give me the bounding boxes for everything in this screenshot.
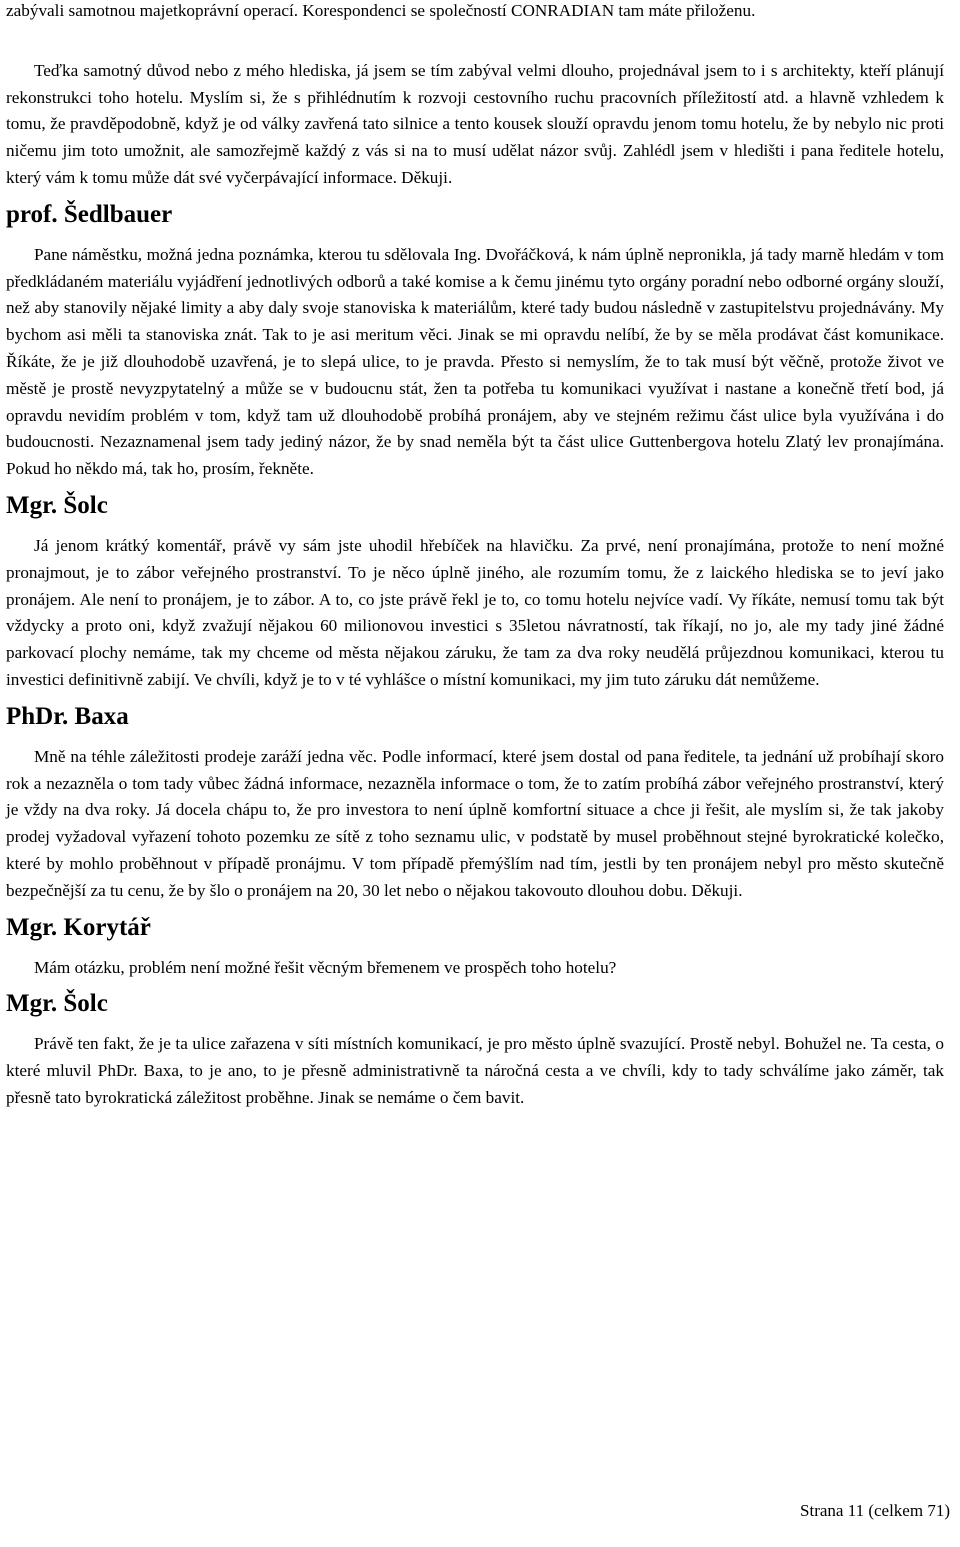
paragraph-solc-1: Já jenom krátký komentář, právě vy sám jste uhodil hřebíček na hlavičku. Za prvé, není pronajímána, protože to není možné pronajmout, je to zábor veřejného prostranství. To je něco úplně jiného, ale rozumím tomu, že z laického hlediska se to jeví jako pronájem. Ale není to pronájem, je to zábor. A to, co jste právě řekl je to, co tomu hotelu nejvíce vadí. Vy říkáte, nemusí tomu tak být vždycky a proto oni, když zvažují nějakou 60 milionovou investici s 35letou návratností, tak říkají, no jo, ale my tady jiné žádné parkovací plochy nemáme, tak my chceme od města nějakou záruku, že tam za dva roky neudělá průjezdnou komunikaci, kterou tu investici definitivně zabijí. Ve chvíli, když je to v té vyhlášce o místní komunikaci, my jim tuto záruku dát nemůžeme. [6, 535, 944, 689]
speaker-name: Mgr. Šolc [6, 990, 108, 1018]
paragraph-continuation: zabývali samotnou majetkoprávní operací. Korespondenci se společností CONRADIAN tam máte přiloženu. [6, 1, 756, 20]
speaker-name: prof. Šedlbauer [6, 200, 173, 228]
paragraph-korytar: Mám otázku, problém není možné řešit věcným břemenem ve prospěch toho hotelu? [34, 957, 617, 977]
paragraph-sedlbauer: Pane náměstku, možná jedna poznámka, kterou tu sdělovala Ing. Dvořáčková, k nám úplně nepronikla, já tady marně hledám v tom předkládaném materiálu vyjádření jednotlivých odborů a také komise a k čemu jinému tyto orgány poradní nebo odborné orgány slouží, než aby stanovily nějaké limity a aby daly svoje stanoviska k materiálům, které tady budou následně v zastupitelstvu projednávány. My bychom asi měli ta stanoviska znát. Tak to je asi meritum věci. Jinak se mi opravdu nelíbí, že by se měla prodávat část komunikace. Říkáte, že je již dlouhodobě uzavřená, je to slepá ulice, to je pravda. Přesto si nemyslím, že to tak musí být věčně, protože život ve městě je prostě nevyzpytatelný a může se v budoucnu stát, žen ta potřeba tu komunikaci využívat i nastane a konečně třetí bod, já opravdu nevidím problém v tom, když tam už dlouhodobě probíhá pronájem, aby ve stejném režimu část ulice byla využívána i do budoucnosti. Nezaznamenal jsem tady jediný názor, že by snad neměla být ta část ulice Guttenbergova hotelu Zlatý lev pronajímána. Pokud ho někdo má, tak ho, prosím, řekněte. [6, 244, 944, 479]
paragraph-solc-2: Právě ten fakt, že je ta ulice zařazena v síti místních komunikací, je pro město úplně svazující. Prostě nebyl. Bohužel ne. Ta cesta, o které mluvil PhDr. Baxa, to je ano, to je přesně administrativně ta náročná cesta a ve chvíli, kdy to tady schválíme jako záměr, tak přesně tato byrokratická záležitost proběhne. Jinak se nemáme o čem bavit. [6, 1034, 944, 1107]
speaker-name: Mgr. Korytář [6, 913, 151, 941]
speaker-name: PhDr. Baxa [6, 702, 129, 730]
page-number: Strana 11 (celkem 71) [800, 1501, 950, 1520]
paragraph-hotel-reason: Teďka samotný důvod nebo z mého hlediska, já jsem se tím zabýval velmi dlouho, projednával jsem to i s architekty, kteří plánují rekonstrukci toho hotelu. Myslím si, že s přihlédnutím k rozvoji cestovního ruchu pracovních příležitostí atd. a hlavně vzhledem k tomu, že pravděpodobně, když je od války zavřená tato silnice a tento kousek slouží opravdu jenom tomu hotelu, že by nebylo nic proti ničemu jim toto umožnit, ale samozřejmě každý z vás si na to musí udělat názor svůj. Zahlédl jsem v hledišti i pana ředitele hotelu, který vám k tomu může dát své vyčerpávající informace. Děkuji. [6, 60, 944, 187]
speaker-name: Mgr. Šolc [6, 491, 108, 519]
paragraph-baxa: Mně na téhle záležitosti prodeje zaráží jedna věc. Podle informací, které jsem dostal od pana ředitele, ta jednání už probíhají skoro rok a nezazněla o tom tady vůbec žádná informace, nezazněla informace o tom, že to zatím probíhá zábor veřejného prostranství, který je vždy na dva roky. Já docela chápu to, že pro investora to není úplně komfortní situace a chce ji řešit, ale myslím si, že tak jakoby prodej vyžadoval vyřazení tohoto pozemku ze sítě z toho seznamu ulic, v podstatě by musel proběhnout stejné byrokratické kolečko, které by mohlo proběhnout v případě pronájmu. V tom případě přemýšlím nad tím, jestli by ten pronájem nebyl pro město skutečně bezpečnější za tu cenu, že by šlo o pronájem na 20, 30 let nebo o nějakou takovouto dlouhou dobu. Děkuji. [6, 746, 944, 900]
